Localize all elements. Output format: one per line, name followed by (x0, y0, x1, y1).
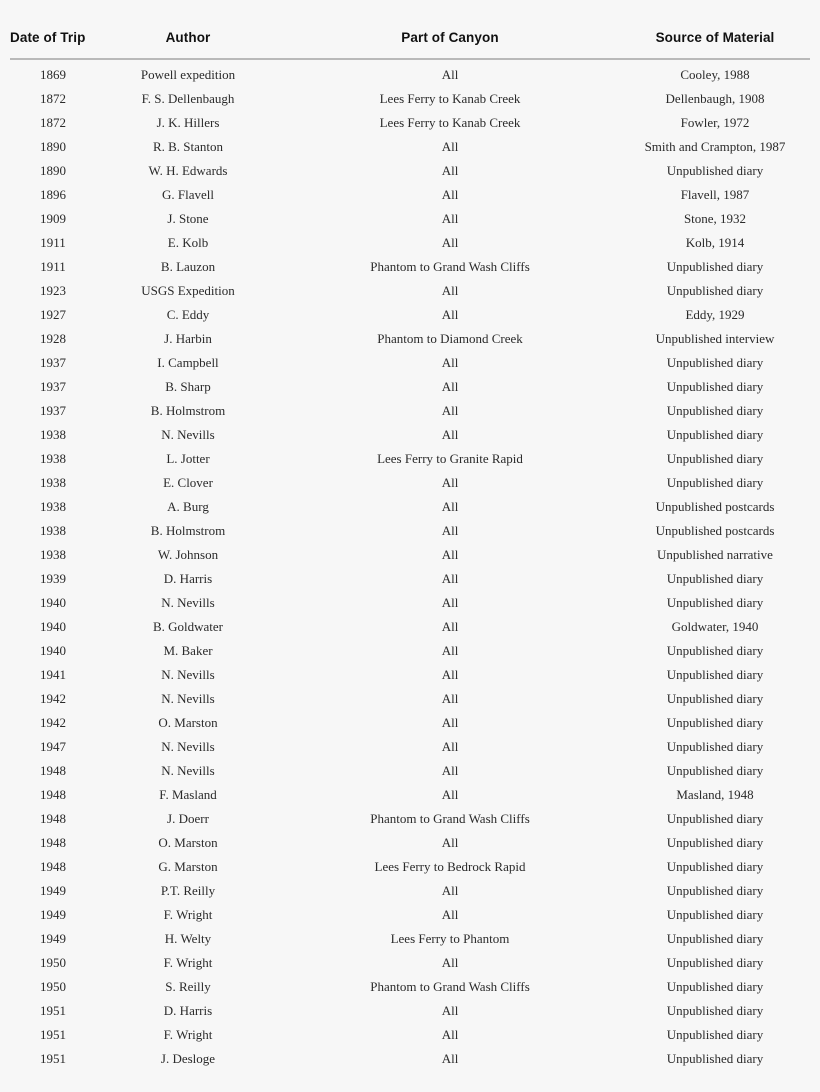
trip-part-of-canyon: All (441, 907, 459, 922)
table-row (10, 59, 810, 87)
table-row (10, 159, 810, 183)
trip-author: F. Wright (163, 907, 213, 922)
table-row (10, 663, 810, 687)
trip-part-of-canyon: Lees Ferry to Granite Rapid (377, 451, 523, 466)
trip-author: P.T. Reilly (160, 883, 216, 898)
table-row (10, 783, 810, 807)
trip-source-of-material: Unpublished diary (666, 283, 764, 298)
trip-part-of-canyon: All (441, 379, 459, 394)
trip-date: 1872 (40, 91, 66, 106)
trip-part-of-canyon: All (441, 355, 459, 370)
trip-part-of-canyon: All (441, 283, 459, 298)
table-row (10, 399, 810, 423)
table-row (10, 903, 810, 927)
trip-part-of-canyon: All (441, 235, 459, 250)
trip-author: H. Welty (164, 931, 212, 946)
trip-source-of-material: Unpublished diary (666, 811, 764, 826)
table-header-row (10, 30, 810, 59)
trip-part-of-canyon: All (441, 547, 459, 562)
trip-author: N. Nevills (161, 595, 215, 610)
column-header-part-of-canyon: Part of Canyon (280, 30, 620, 59)
trip-author: O. Marston (158, 835, 218, 850)
trip-source-of-material: Unpublished diary (666, 955, 764, 970)
column-header-author: Author (96, 30, 280, 59)
table-row (10, 231, 810, 255)
trip-source-of-material: Dellenbaugh, 1908 (665, 91, 765, 106)
trip-source-of-material: Unpublished diary (666, 595, 764, 610)
trip-date: 1938 (40, 547, 66, 562)
trip-source-of-material: Unpublished postcards (655, 523, 775, 538)
trip-author: L. Jotter (166, 451, 210, 466)
trip-source-of-material: Unpublished diary (666, 1051, 764, 1066)
trip-date: 1948 (40, 811, 66, 826)
trip-part-of-canyon: All (441, 1051, 459, 1066)
trip-author: D. Harris (163, 571, 213, 586)
trip-author: M. Baker (163, 643, 213, 658)
trip-date: 1937 (40, 355, 66, 370)
trip-date: 1937 (40, 403, 66, 418)
trip-author: A. Burg (167, 499, 209, 514)
trip-part-of-canyon: All (441, 739, 459, 754)
table-row (10, 999, 810, 1023)
trip-source-of-material: Unpublished diary (666, 931, 764, 946)
trip-author: N. Nevills (161, 739, 215, 754)
trip-date: 1938 (40, 427, 66, 442)
table-row (10, 567, 810, 591)
table-row (10, 279, 810, 303)
trip-author: J. K. Hillers (156, 115, 220, 130)
trip-date: 1872 (40, 115, 66, 130)
table-row (10, 639, 810, 663)
trip-date: 1928 (40, 331, 66, 346)
trip-author: G. Marston (158, 859, 218, 874)
trip-source-of-material: Unpublished diary (666, 475, 764, 490)
trip-author: J. Harbin (164, 331, 212, 346)
trip-source-of-material: Unpublished diary (666, 403, 764, 418)
trip-part-of-canyon: Lees Ferry to Bedrock Rapid (374, 859, 526, 874)
table-row (10, 975, 810, 999)
trip-part-of-canyon: All (441, 403, 459, 418)
trip-author: J. Doerr (167, 811, 209, 826)
trip-source-of-material: Unpublished diary (666, 643, 764, 658)
table-row (10, 543, 810, 567)
trip-source-of-material: Flavell, 1987 (680, 187, 750, 202)
trip-part-of-canyon: All (441, 691, 459, 706)
trip-date: 1890 (40, 163, 66, 178)
trip-part-of-canyon: All (441, 523, 459, 538)
trip-date: 1911 (40, 235, 66, 250)
trip-part-of-canyon: Lees Ferry to Kanab Creek (379, 115, 521, 130)
trip-date: 1938 (40, 475, 66, 490)
table-row (10, 423, 810, 447)
table-row (10, 879, 810, 903)
trip-source-of-material: Unpublished diary (666, 859, 764, 874)
trip-date: 1939 (40, 571, 66, 586)
trip-part-of-canyon: Lees Ferry to Phantom (390, 931, 510, 946)
table-row (10, 135, 810, 159)
trip-part-of-canyon: All (441, 643, 459, 658)
trip-author: E. Clover (163, 475, 213, 490)
table-row (10, 183, 810, 207)
trip-part-of-canyon: All (441, 163, 459, 178)
trip-source-of-material: Smith and Crampton, 1987 (644, 139, 786, 154)
trip-author: B. Lauzon (160, 259, 216, 274)
trip-date: 1911 (40, 259, 66, 274)
trip-part-of-canyon: All (441, 787, 459, 802)
table-row (10, 807, 810, 831)
trip-date: 1948 (40, 787, 66, 802)
trip-date: 1940 (40, 619, 66, 634)
trip-part-of-canyon: All (441, 667, 459, 682)
trip-source-of-material: Unpublished diary (666, 763, 764, 778)
trip-date: 1940 (40, 643, 66, 658)
trip-author: R. B. Stanton (152, 139, 224, 154)
trip-date: 1949 (40, 907, 66, 922)
trip-source-of-material: Fowler, 1972 (680, 115, 750, 130)
trip-author: B. Holmstrom (150, 523, 226, 538)
trip-source-of-material: Unpublished diary (666, 835, 764, 850)
trip-author: USGS Expedition (141, 283, 235, 298)
trip-part-of-canyon: Lees Ferry to Kanab Creek (379, 91, 521, 106)
trip-source-of-material: Unpublished diary (666, 163, 764, 178)
trip-author: G. Flavell (162, 187, 214, 202)
trip-source-of-material: Unpublished diary (666, 355, 764, 370)
trip-date: 1938 (40, 499, 66, 514)
trip-source-of-material: Unpublished diary (666, 979, 764, 994)
trip-part-of-canyon: All (441, 1003, 459, 1018)
table-row (10, 255, 810, 279)
trip-source-of-material: Unpublished diary (666, 1027, 764, 1042)
table-row (10, 831, 810, 855)
trip-source-of-material: Cooley, 1988 (680, 67, 750, 82)
table-row (10, 615, 810, 639)
trip-author: C. Eddy (166, 307, 210, 322)
table-row (10, 87, 810, 111)
table-row (10, 207, 810, 231)
trip-date: 1909 (40, 211, 66, 226)
trip-author: F. Wright (163, 955, 213, 970)
trip-part-of-canyon: All (441, 1027, 459, 1042)
trip-date: 1869 (40, 67, 66, 82)
trip-date: 1942 (40, 691, 66, 706)
trip-date: 1890 (40, 139, 66, 154)
trip-part-of-canyon: All (441, 307, 459, 322)
trip-part-of-canyon: All (441, 835, 459, 850)
trip-part-of-canyon: All (441, 883, 459, 898)
trip-author: B. Goldwater (152, 619, 224, 634)
trip-author: W. Johnson (157, 547, 219, 562)
table-row (10, 591, 810, 615)
trip-date: 1938 (40, 523, 66, 538)
trip-author: B. Holmstrom (150, 403, 226, 418)
table-row (10, 735, 810, 759)
trip-date: 1938 (40, 451, 66, 466)
trip-part-of-canyon: All (441, 955, 459, 970)
trip-part-of-canyon: All (441, 475, 459, 490)
trip-author: O. Marston (158, 715, 218, 730)
table-row (10, 1023, 810, 1047)
trip-author: J. Desloge (160, 1051, 216, 1066)
trip-part-of-canyon: Phantom to Grand Wash Cliffs (370, 259, 530, 274)
trip-date: 1948 (40, 763, 66, 778)
trip-part-of-canyon: All (441, 571, 459, 586)
trip-source-of-material: Unpublished diary (666, 907, 764, 922)
trip-date: 1947 (40, 739, 66, 754)
trip-source-of-material: Unpublished diary (666, 427, 764, 442)
trip-part-of-canyon: All (441, 211, 459, 226)
trip-part-of-canyon: All (441, 595, 459, 610)
trip-source-of-material: Unpublished interview (655, 331, 775, 346)
table-row (10, 471, 810, 495)
trip-author: E. Kolb (167, 235, 209, 250)
trip-author: D. Harris (163, 1003, 213, 1018)
trip-part-of-canyon: Phantom to Grand Wash Cliffs (370, 811, 530, 826)
table-row (10, 327, 810, 351)
trip-author: S. Reilly (165, 979, 211, 994)
trip-part-of-canyon: All (441, 763, 459, 778)
trip-source-of-material: Unpublished diary (666, 739, 764, 754)
trip-author: F. Wright (163, 1027, 213, 1042)
trip-part-of-canyon: All (441, 139, 459, 154)
trip-source-of-material: Unpublished diary (666, 667, 764, 682)
trip-part-of-canyon: All (441, 499, 459, 514)
trip-author: F. Masland (159, 787, 217, 802)
table-row (10, 519, 810, 543)
trip-source-of-material: Unpublished diary (666, 259, 764, 274)
trip-source-of-material: Unpublished diary (666, 1003, 764, 1018)
trip-date: 1923 (40, 283, 66, 298)
trip-date: 1949 (40, 883, 66, 898)
trip-source-of-material: Unpublished diary (666, 691, 764, 706)
trip-part-of-canyon: All (441, 187, 459, 202)
trip-source-of-material: Unpublished postcards (655, 499, 775, 514)
table-body (10, 59, 810, 1071)
trip-date: 1940 (40, 595, 66, 610)
trip-source-of-material: Goldwater, 1940 (671, 619, 759, 634)
trip-source-of-material: Unpublished diary (666, 451, 764, 466)
trip-author: F. S. Dellenbaugh (141, 91, 235, 106)
table-row (10, 447, 810, 471)
trip-source-of-material: Stone, 1932 (683, 211, 747, 226)
trip-date: 1950 (40, 979, 66, 994)
trip-author: N. Nevills (161, 763, 215, 778)
trip-author: N. Nevills (161, 691, 215, 706)
table-row (10, 951, 810, 975)
trip-date: 1948 (40, 859, 66, 874)
trip-date: 1950 (40, 955, 66, 970)
column-header-date-of-trip: Date of Trip (10, 30, 96, 59)
table-row (10, 855, 810, 879)
trip-date: 1951 (40, 1027, 66, 1042)
trip-part-of-canyon: All (441, 427, 459, 442)
trip-author: N. Nevills (161, 427, 215, 442)
table-row (10, 759, 810, 783)
table-row (10, 1047, 810, 1071)
trip-date: 1937 (40, 379, 66, 394)
trip-author: W. H. Edwards (148, 163, 228, 178)
trip-part-of-canyon: All (441, 619, 459, 634)
trip-date: 1951 (40, 1003, 66, 1018)
table-row (10, 375, 810, 399)
table-header (10, 30, 810, 59)
trip-date: 1941 (40, 667, 66, 682)
table-row (10, 711, 810, 735)
river-trips-table (10, 30, 810, 1071)
table-row (10, 687, 810, 711)
trip-source-of-material: Unpublished diary (666, 571, 764, 586)
trip-date: 1927 (40, 307, 66, 322)
column-header-source-of-material: Source of Material (620, 30, 810, 59)
table-row (10, 927, 810, 951)
trip-date: 1942 (40, 715, 66, 730)
trip-date: 1949 (40, 931, 66, 946)
trip-date: 1951 (40, 1051, 66, 1066)
trip-part-of-canyon: Phantom to Diamond Creek (377, 331, 523, 346)
trip-source-of-material: Eddy, 1929 (685, 307, 745, 322)
trip-part-of-canyon: Phantom to Grand Wash Cliffs (370, 979, 530, 994)
trip-source-of-material: Unpublished diary (666, 883, 764, 898)
trip-author: Powell expedition (140, 67, 236, 82)
trip-author: J. Stone (167, 211, 209, 226)
trip-author: I. Campbell (157, 355, 219, 370)
trip-source-of-material: Unpublished diary (666, 379, 764, 394)
trip-date: 1948 (40, 835, 66, 850)
table-row (10, 303, 810, 327)
trip-author: N. Nevills (161, 667, 215, 682)
trip-date: 1896 (40, 187, 66, 202)
trip-source-of-material: Kolb, 1914 (685, 235, 745, 250)
trip-source-of-material: Masland, 1948 (676, 787, 754, 802)
table-row (10, 495, 810, 519)
trip-source-of-material: Unpublished diary (666, 715, 764, 730)
trip-part-of-canyon: All (441, 715, 459, 730)
table-row (10, 351, 810, 375)
trip-source-of-material: Unpublished narrative (657, 547, 773, 562)
trip-author: B. Sharp (165, 379, 211, 394)
trip-part-of-canyon: All (441, 67, 459, 82)
table-row (10, 111, 810, 135)
